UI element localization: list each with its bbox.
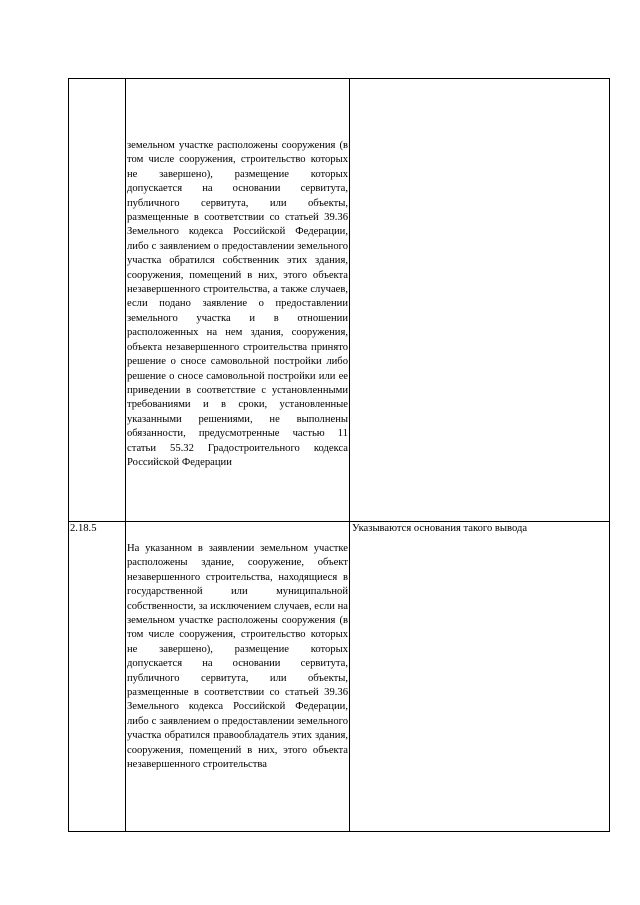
row-description: На указанном в заявлении земельном участке расположены здание, сооружение, объект незавершенного строительства, находящиеся в государственной или муниципальной собственности, за исключением случаев, если на земельном участке расположены сооружения (в том числе сооружения, строительство которых не завершено), размещение которых допускается на основании сервитута, публичного сервитута, или объекты, размещенные в соответствии со статьей 39.36 Земельного кодекса Российской Федерации, либо с заявлением о предоставлении земельного участка обратился правообладатель этих здания, сооружения, помещений в них, этого объекта незавершенного строительства (127, 543, 348, 771)
row-description-cell (126, 79, 350, 522)
row-description-cell (126, 522, 350, 832)
table-row (69, 522, 610, 832)
row-note: Указываются основания такого вывода (350, 522, 610, 832)
row-number: 2.18.5 (69, 522, 126, 832)
grounds-table (68, 78, 610, 832)
row-note (350, 79, 610, 522)
row-description: земельном участке расположены сооружения (в том числе сооружения, строительство которых не завершено), размещение которых допускается на основании сервитута, публичного сервитута, или объекты, размещенные в соответствии со статьей 39.36 Земельного кодекса Российской Федерации, либо с заявлением о предоставлении земельного участка обратился собственник этих здания, сооружения, помещений в них, этого объекта незавершенного строительства, а также случаев, если подано заявление о предоставлении земельного участка и в отношении расположенных на нем здания, сооружения, объекта незавершенного строительства принято решение о сносе самовольной постройки либо решение о сносе самовольной постройки или ее приведении в соответствие с установленными требованиями и в сроки, установленные указанными решениями, не выполнены обязанности, предусмотренные частью 11 статьи 55.32 Градостроительного кодекса Российской Федерации (127, 140, 348, 468)
row-number (69, 79, 126, 522)
table-row (69, 79, 610, 522)
